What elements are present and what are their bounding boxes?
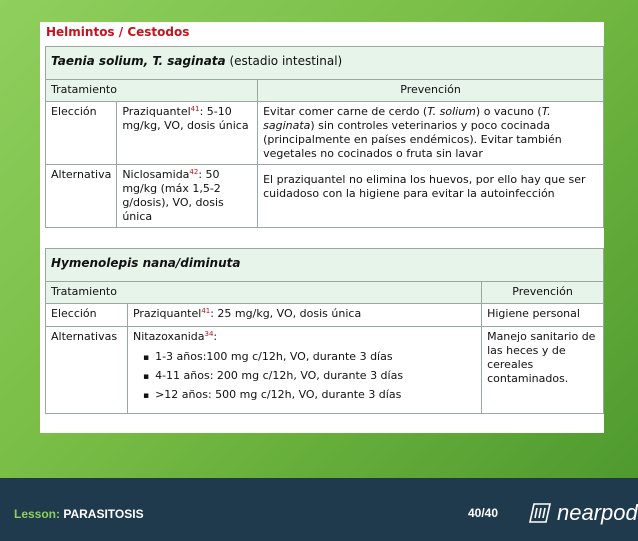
drug-name: Praziquantel — [122, 105, 191, 118]
lesson-key: Lesson: — [14, 507, 61, 521]
hymenolepis-table-title: Hymenolepis nana/diminuta — [46, 249, 604, 282]
taenia-prevention-2: El praziquantel no elimina los huevos, por ello hay que ser cuidadoso con la higiene para evitar la autoinfección — [258, 165, 604, 228]
drug-dose: : 5-10 mg/kg, VO, dosis única — [122, 105, 249, 132]
taenia-species: Taenia solium, T. saginata — [51, 54, 226, 68]
hymenolepis-row-dose — [127, 304, 481, 327]
hymenolepis-row-label: Alternativas — [46, 327, 128, 414]
taenia-table — [45, 46, 604, 228]
lesson-name: PARASITOSIS — [63, 507, 144, 521]
reference-number: 41 — [190, 105, 200, 113]
taenia-row-label: Elección — [46, 102, 117, 165]
nearpod-logo-icon — [529, 502, 553, 524]
reference-number: 34 — [204, 330, 214, 338]
taenia-prevention-1: Evitar comer carne de cerdo (T. solium) o vacuno (T. saginata) sin controles veterinarios y poco cocinada (principalmente en países endémicos). Evitar también vegetales no cocinados o fruta sin lavar — [258, 102, 604, 165]
page-counter: 40/40 — [468, 506, 499, 520]
taenia-table-title — [46, 47, 604, 80]
hymenolepis-col-treatment: Tratamiento — [46, 282, 482, 304]
taenia-col-treatment: Tratamiento — [46, 80, 258, 102]
hymenolepis-col-prevention: Prevención — [482, 282, 604, 304]
hymenolepis-prevention-2: Manejo sanitario de las heces y de cereales contaminados. — [482, 327, 604, 414]
drug-name: Niclosamida — [122, 168, 190, 181]
hymenolepis-prevention-1: Higiene personal — [482, 304, 604, 327]
slide-content — [40, 22, 604, 433]
drug-name: Praziquantel — [132, 307, 202, 320]
taenia-row-dose — [117, 165, 258, 228]
dosage-list — [133, 348, 476, 405]
list-item: ▪ 1-3 años:100 mg c/12h, VO, durante 3 días — [143, 348, 476, 367]
hymenolepis-row-dose — [127, 327, 481, 414]
hymenolepis-row-label: Elección — [46, 304, 128, 327]
hymenolepis-table — [45, 248, 604, 414]
taenia-row-label: Alternativa — [46, 165, 117, 228]
drug-name: Nitazoxanida — [132, 330, 205, 343]
slide-title: Helmintos / Cestodos — [46, 25, 190, 39]
nearpod-logo — [529, 500, 638, 526]
drug-dose: : — [213, 330, 218, 343]
brand-name: nearpod — [557, 500, 638, 525]
reference-number: 42 — [189, 168, 199, 176]
taenia-col-prevention: Prevención — [258, 80, 604, 102]
drug-dose: : 25 mg/kg, VO, dosis única — [210, 307, 362, 320]
reference-number: 41 — [201, 307, 211, 315]
lesson-label — [14, 507, 144, 521]
taenia-row-dose — [117, 102, 258, 165]
list-item: ▪ >12 años: 500 mg c/12h, VO, durante 3 días — [143, 386, 476, 405]
drug-dose: : 50 mg/kg (máx 1,5-2 g/dosis), VO, dosis única — [122, 168, 224, 223]
taenia-stage: (estadio intestinal) — [225, 54, 343, 68]
list-item: ▪ 4-11 años: 200 mg c/12h, VO, durante 3 días — [143, 367, 476, 386]
